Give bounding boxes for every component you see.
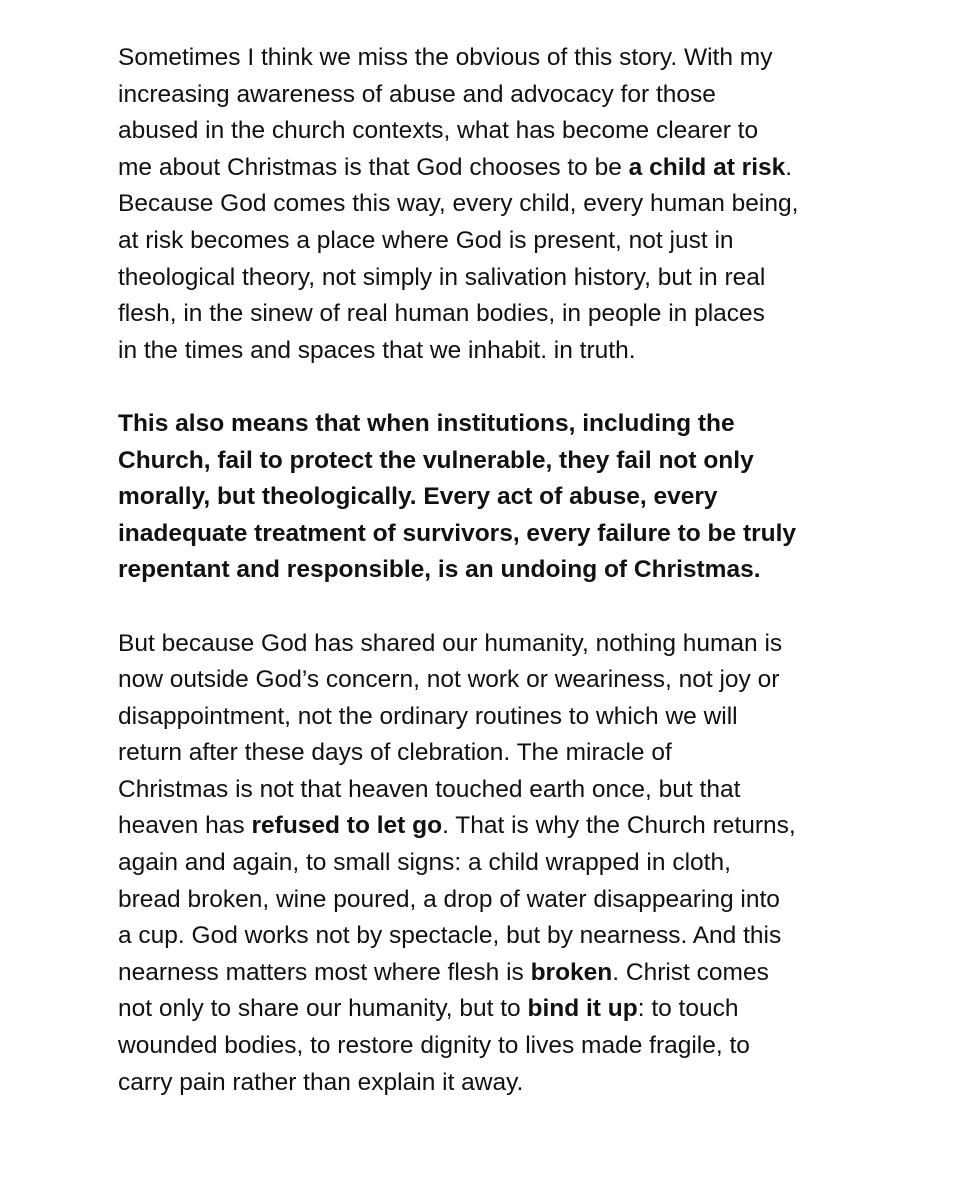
text-run: : to touch xyxy=(637,995,739,1023)
text-line xyxy=(118,991,848,1028)
text-run: increasing awareness of abuse and advocacy for those xyxy=(118,80,716,108)
text-run: theological theory, not simply in salivation history, but in real xyxy=(118,263,766,291)
text-run: . Christ comes xyxy=(612,958,769,986)
text-line xyxy=(118,552,848,589)
text-run: at risk becomes a place where God is present, not just in xyxy=(118,226,734,254)
text-run: again and again, to small signs: a child wrapped in cloth, xyxy=(118,849,731,877)
text-run: . xyxy=(785,153,793,181)
text-line xyxy=(118,150,848,187)
text-line xyxy=(118,882,848,919)
bold-text: Church, fail to protect the vulnerable, they fail not only xyxy=(118,446,754,474)
bold-text: broken xyxy=(530,958,613,986)
text-run: Christmas is not that heaven touched earth once, but that xyxy=(118,775,741,803)
text-line xyxy=(118,223,848,260)
paragraph-3 xyxy=(118,626,848,1102)
text-run: Sometimes I think we miss the obvious of this story. With my xyxy=(118,44,773,71)
document-body xyxy=(118,40,848,1138)
text-run: heaven has xyxy=(118,812,252,840)
bold-text: This also means that when institutions, including the xyxy=(118,409,735,437)
text-run: wounded bodies, to restore dignity to lives made fragile, to xyxy=(118,1032,750,1060)
text-run: bread broken, wine poured, a drop of water disappearing into xyxy=(118,885,780,913)
bold-text: repentant and responsible, is an undoing of Christmas. xyxy=(118,556,761,584)
text-line xyxy=(118,186,848,223)
text-run: now outside God’s concern, not work or weariness, not joy or xyxy=(118,666,780,694)
text-run: . That is why the Church returns, xyxy=(442,812,796,840)
text-line xyxy=(118,735,848,772)
bold-text: refused to let go xyxy=(251,812,443,840)
text-line xyxy=(118,296,848,333)
text-line xyxy=(118,406,848,443)
text-line xyxy=(118,955,848,992)
text-line xyxy=(118,845,848,882)
text-line xyxy=(118,918,848,955)
text-run: Because God comes this way, every child, every human being, xyxy=(118,190,799,218)
text-run: in the times and spaces that we inhabit. in truth. xyxy=(118,336,636,364)
text-run: not only to share our humanity, but to xyxy=(118,995,528,1023)
bold-text: a child at risk xyxy=(628,153,786,181)
text-line xyxy=(118,260,848,297)
paragraph-1 xyxy=(118,40,848,369)
paragraph-2 xyxy=(118,406,848,589)
text-run: return after these days of clebration. The miracle of xyxy=(118,739,672,767)
text-run: me about Christmas is that God chooses to be xyxy=(118,153,629,181)
text-line xyxy=(118,333,848,370)
text-run: disappointment, not the ordinary routines to which we will xyxy=(118,702,738,730)
bold-text: morally, but theologically. Every act of abuse, every xyxy=(118,483,718,511)
text-line xyxy=(118,626,848,663)
text-line xyxy=(118,1028,848,1065)
text-run: nearness matters most where flesh is xyxy=(118,958,531,986)
text-line xyxy=(118,662,848,699)
text-run: a cup. God works not by spectacle, but by nearness. And this xyxy=(118,922,782,950)
text-line xyxy=(118,479,848,516)
text-line xyxy=(118,77,848,114)
text-run: flesh, in the sinew of real human bodies, in people in places xyxy=(118,300,765,328)
text-run: abused in the church contexts, what has become clearer to xyxy=(118,117,759,145)
text-line xyxy=(118,443,848,480)
text-line xyxy=(118,113,848,150)
text-line xyxy=(118,1065,848,1102)
text-line xyxy=(118,40,848,77)
text-line xyxy=(118,516,848,553)
text-line xyxy=(118,699,848,736)
bold-text: bind it up xyxy=(527,995,638,1023)
bold-text: inadequate treatment of survivors, every failure to be truly xyxy=(118,519,797,547)
text-run: carry pain rather than explain it away. xyxy=(118,1068,524,1096)
text-line xyxy=(118,808,848,845)
text-run: But because God has shared our humanity, nothing human is xyxy=(118,629,783,657)
text-line xyxy=(118,772,848,809)
